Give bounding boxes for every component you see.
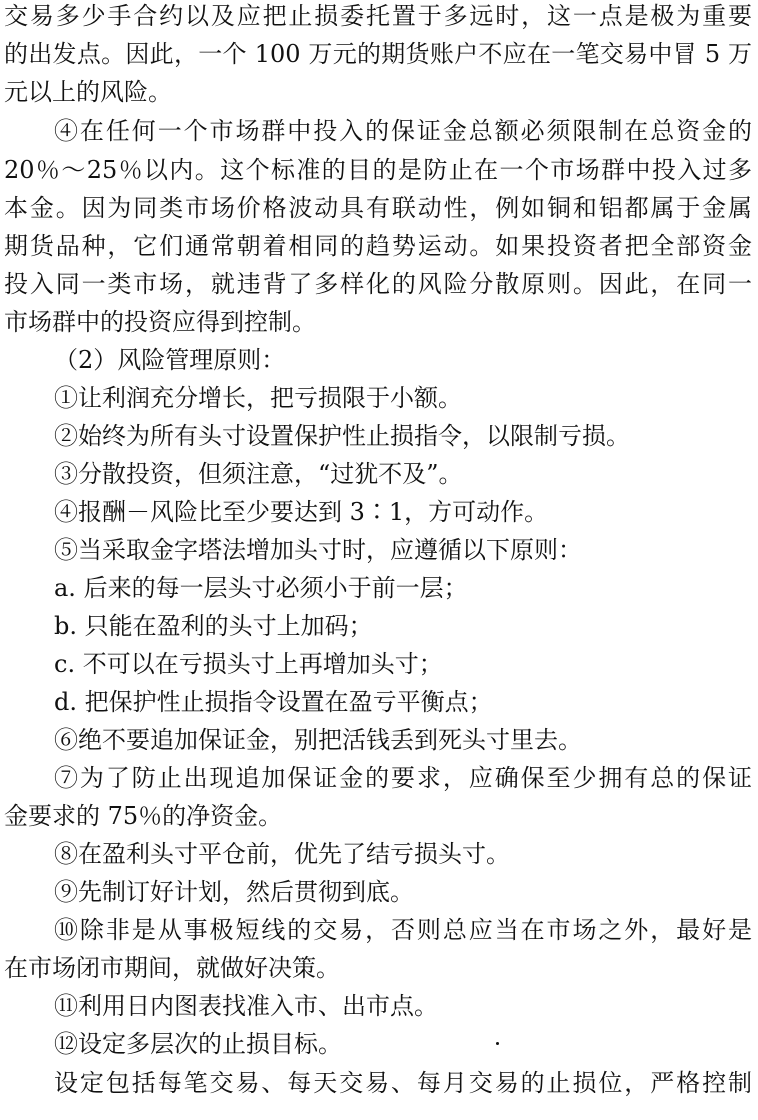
paragraph-line: 投入同一类市场，就违背了多样化的风险分散原则。因此，在同一	[4, 270, 752, 298]
paragraph-line: 元以上的风险。	[4, 78, 172, 106]
list-item-heading: ④在任何一个市场群中投入的保证金总额必须限制在总资金的	[54, 117, 752, 145]
list-item: ④报酬－风险比至少要达到 3∶1，方可动作。	[54, 498, 549, 526]
paragraph-line: 期货品种，它们通常朝着相同的趋势运动。如果投资者把全部资金	[4, 232, 752, 260]
paragraph-line: 本金。因为同类市场价格波动具有联动性，例如铜和铝都属于金属	[4, 194, 752, 222]
list-item: ⑦为了防止出现追加保证金的要求，应确保至少拥有总的保证	[54, 764, 752, 792]
paragraph-line: 设定包括每笔交易、每天交易、每月交易的止损位，严格控制	[54, 1069, 752, 1097]
paragraph-line: 金要求的 75％的净资金。	[4, 802, 283, 830]
list-item: ⑧在盈利头寸平仓前，优先了结亏损头寸。	[54, 840, 510, 868]
list-item: ⑤当采取金字塔法增加头寸时，应遵循以下原则：	[54, 536, 582, 564]
paragraph-line: 20％～25％以内。这个标准的目的是防止在一个市场群中投入过多	[4, 156, 752, 184]
list-item: ⑨先制订好计划，然后贯彻到底。	[54, 878, 414, 906]
scan-speck	[496, 1042, 499, 1045]
paragraph-line: 的出发点。因此，一个 100 万元的期货账户不应在一笔交易中冒 5 万	[4, 40, 752, 68]
paragraph-line: 市场群中的投资应得到控制。	[4, 308, 316, 336]
list-item: ③分散投资，但须注意，“过犹不及”。	[54, 460, 463, 488]
list-item: ⑩除非是从事极短线的交易，否则总应当在市场之外，最好是	[54, 916, 752, 944]
paragraph-line: 交易多少手合约以及应把止损委托置于多远时，这一点是极为重要	[4, 2, 752, 30]
section-heading: （2）风险管理原则：	[54, 346, 286, 374]
sub-list-item: d. 把保护性止损指令设置在盈亏平衡点；	[54, 688, 493, 716]
list-item: ⑥绝不要追加保证金，别把活钱丢到死头寸里去。	[54, 726, 582, 754]
list-item: ⑫设定多层次的止损目标。	[54, 1030, 342, 1058]
list-item: ②始终为所有头寸设置保护性止损指令，以限制亏损。	[54, 422, 630, 450]
sub-list-item: b. 只能在盈利的头寸上加码；	[54, 612, 373, 640]
paragraph-line: 在市场闭市期间，就做好决策。	[4, 954, 340, 982]
sub-list-item: a. 后来的每一层头寸必须小于前一层；	[54, 574, 468, 602]
list-item: ①让利润充分增长，把亏损限于小额。	[54, 384, 462, 412]
list-item: ⑪利用日内图表找准入市、出市点。	[54, 992, 438, 1020]
sub-list-item: c. 不可以在亏损头寸上再增加头寸；	[54, 650, 443, 678]
